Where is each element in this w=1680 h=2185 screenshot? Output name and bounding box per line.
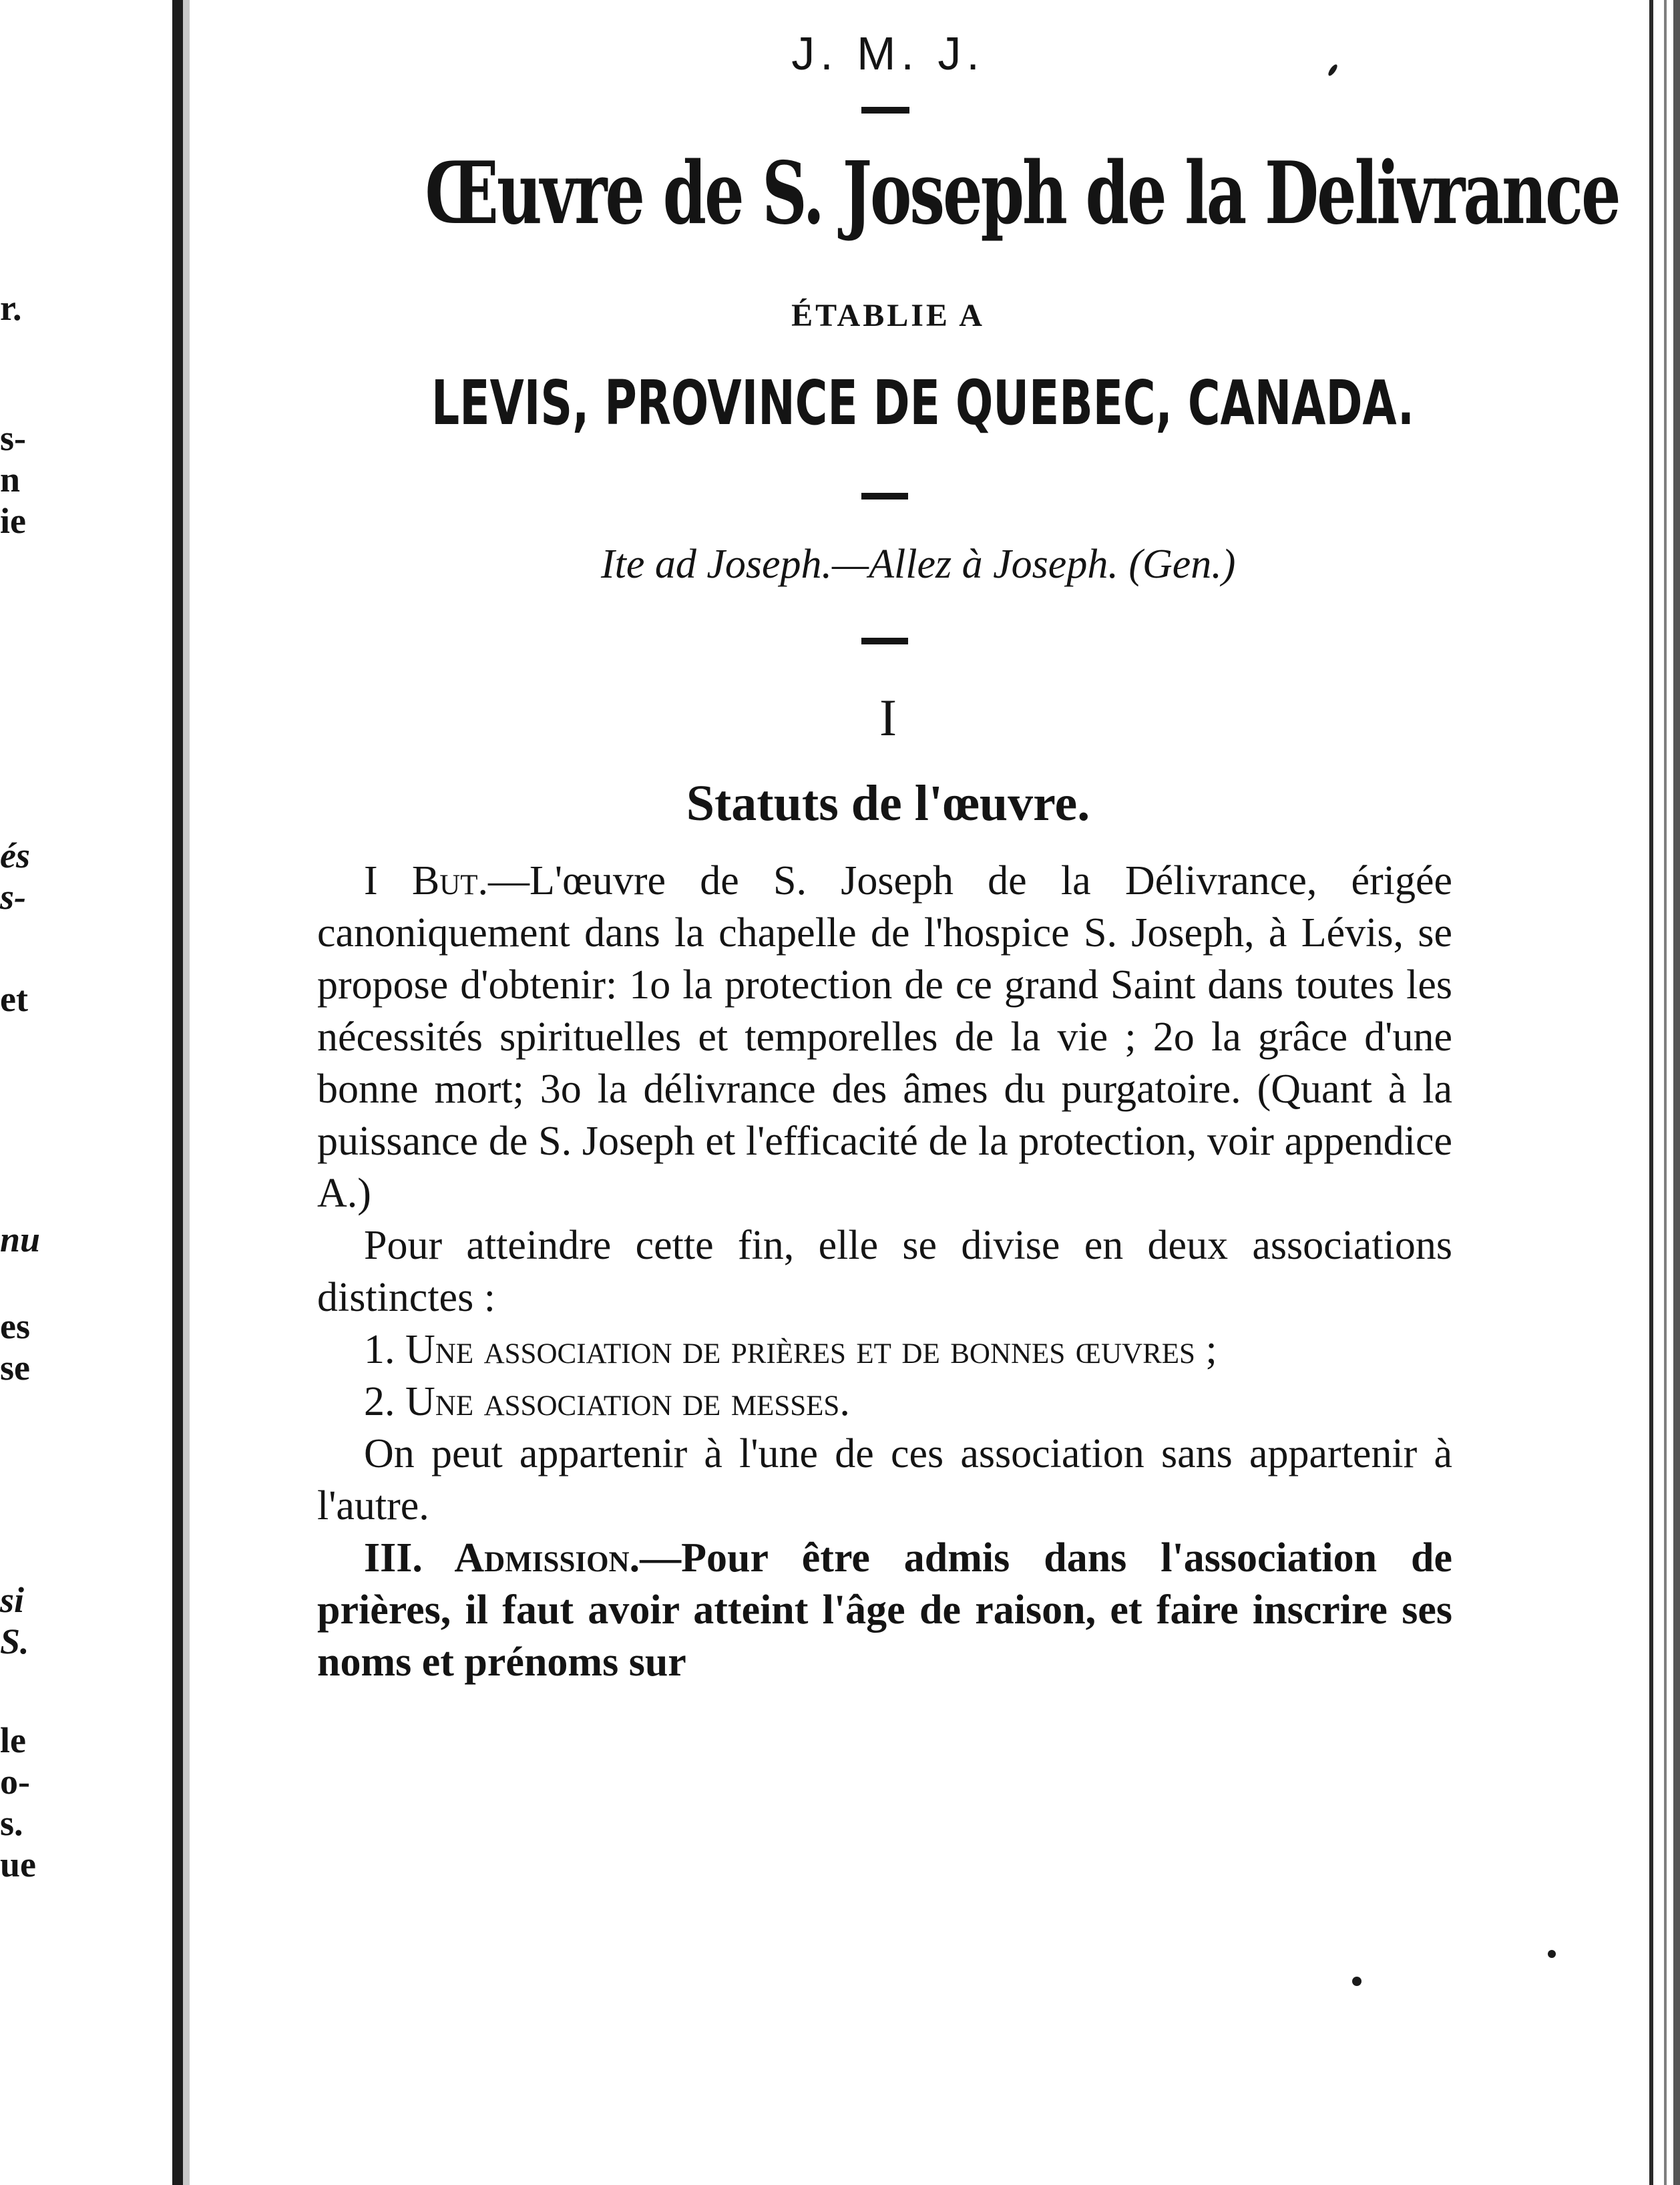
admission-label: III. Admission. [364,1535,640,1581]
facing-page-fragment: le o- s. ue [0,1720,36,1884]
facing-page-fragment: s- n ie [0,418,26,541]
facing-page-fragment: es se [0,1306,30,1388]
separator-dash [861,107,909,114]
facing-page-fragment: si S. [0,1580,29,1661]
page-edge-line [1664,0,1667,2185]
but-text: —L'œuvre de S. Joseph de la Délivrance, érigée canoniquement dans la chapelle de l'hospice S. Joseph, à Lévis, se propose d'obtenir: 1o la protection de ce grand Saint dans toutes les nécessités spirituelles et temporelles de la vie ; 2o la grâce d'une bonne mort; 3o la délivrance des âmes du purgatoire. (Quant à la puissance de S. Joseph et l'efficacité de la protection, voir appendice A.) [317,858,1452,1216]
separator-dash [861,493,908,500]
paragraph-either: On peut appartenir à l'une de ces association sans appartenir à l'autre. [317,1431,1452,1529]
page-title: Œuvre de S. Joseph de la Delivrance [425,144,1619,244]
scan-speck [1548,1950,1556,1958]
established-label: ÉTABLIE A [791,298,985,333]
binding-gutter-line [172,0,183,2185]
facing-page-fragment: nu [0,1219,41,1259]
section-heading: Statuts de l'œuvre. [686,775,1090,831]
page-header-initials: J. M. J. [791,27,985,79]
facing-page-fragment: r. [0,288,22,328]
section-number: I [879,688,897,747]
scan-speck [1352,1977,1361,1986]
motto: Ite ad Joseph.—Allez à Joseph. (Gen.) [601,542,1236,587]
facing-page-fragment: et [0,979,28,1019]
facing-page-fragment: és s- [0,835,30,917]
separator-dash [861,638,908,644]
paragraph-divide: Pour atteindre cette fin, elle se divise en deux associations distinctes : [317,1223,1452,1320]
admission-text: —Pour être admis dans l'association de prières, il faut avoir atteint l'âge de raison, et faire inscrire ses noms et prénoms sur [317,1535,1452,1685]
list-item-masses: 2. Une association de messes. [364,1379,850,1424]
list-item-prayers: 1. Une association de prières et de bonnes œuvres ; [364,1327,1217,1372]
page-edge-line [1649,0,1653,2185]
body-text [317,855,1452,1688]
but-label: I But. [364,858,489,904]
page-edge-line [1673,0,1680,2185]
location-line: LEVIS, PROVINCE DE QUEBEC, CANADA. [431,367,1415,439]
paragraph-but [317,855,1452,1219]
binding-gutter-shadow [183,0,190,2185]
paragraph-admission [317,1532,1452,1688]
